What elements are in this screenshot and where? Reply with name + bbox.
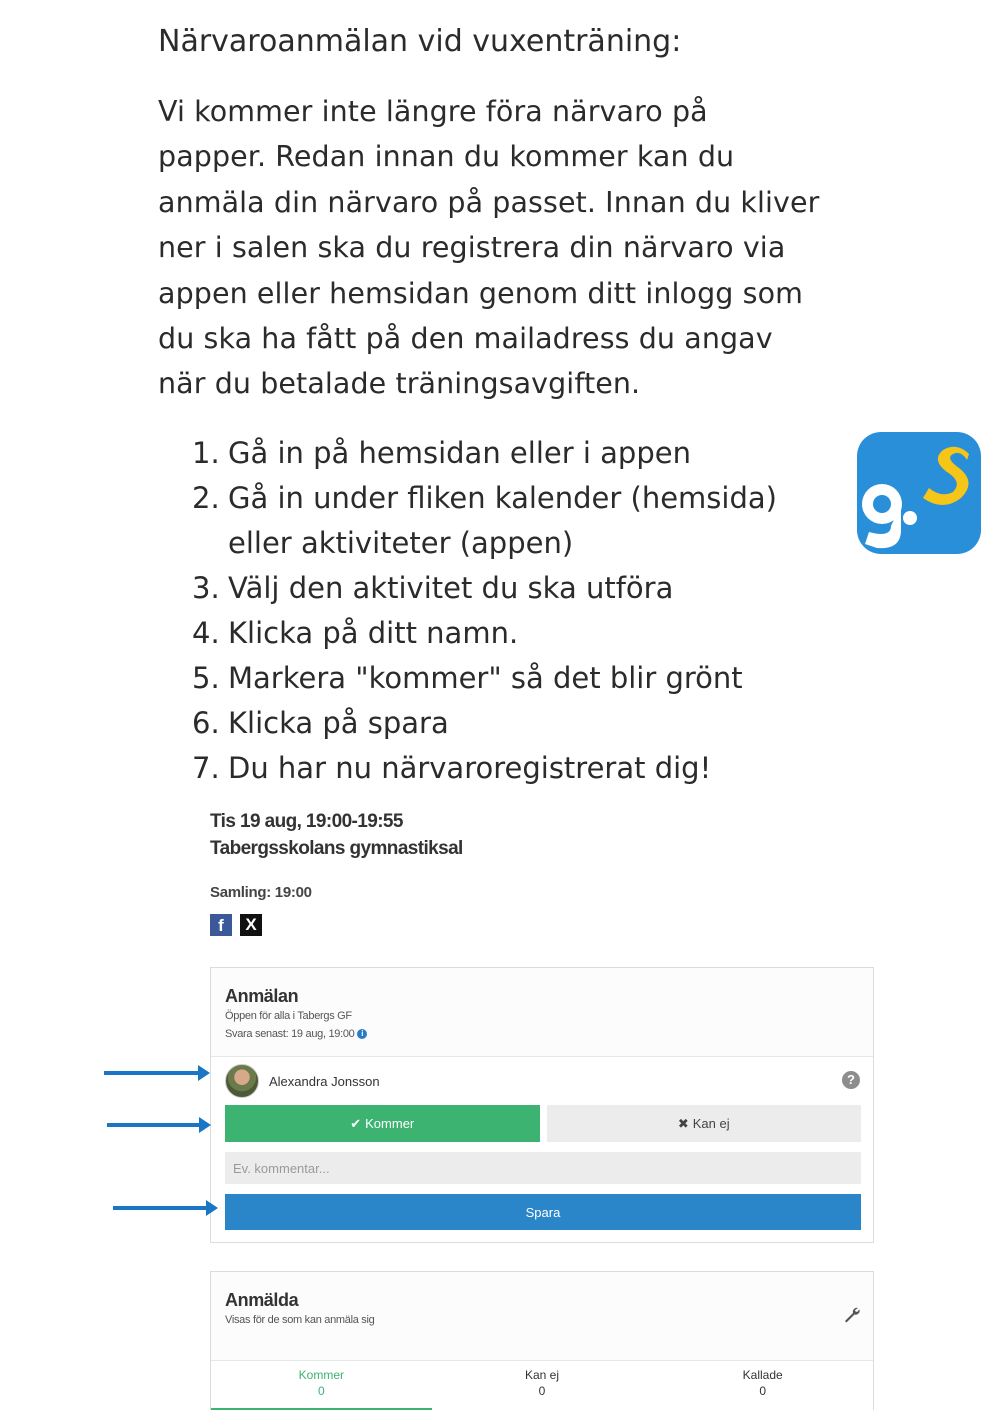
step-item <box>192 431 832 476</box>
comment-input[interactable] <box>225 1152 861 1184</box>
cant-label: Kan ej <box>692 1116 730 1131</box>
step-text-line1: Gå in under fliken kalender (hemsida) <box>228 481 777 515</box>
step-number: 4. <box>192 616 220 650</box>
tab-kallade[interactable] <box>652 1361 873 1410</box>
event-time: Tis 19 aug, 19:00-19:55 <box>210 811 403 832</box>
intro-paragraph <box>158 89 858 407</box>
save-button[interactable]: Spara <box>225 1194 861 1230</box>
info-icon[interactable]: i <box>357 1029 367 1039</box>
signup-card <box>210 967 874 1243</box>
step-item <box>192 701 832 746</box>
step-number: 5. <box>192 661 220 695</box>
step-text: Du har nu närvaroregistrerat dig! <box>228 751 712 785</box>
pointer-arrow-name <box>104 1071 200 1075</box>
signup-deadline-row <box>225 1025 859 1043</box>
tab-count: 0 <box>759 1384 767 1398</box>
steps-list <box>192 431 832 791</box>
registered-card <box>210 1271 874 1410</box>
step-number: 7. <box>192 751 220 785</box>
intro-line: anmäla din närvaro på passet. Innan du kliver <box>158 185 820 219</box>
step-number: 2. <box>192 481 220 515</box>
step-text: Välj den aktivitet du ska utföra <box>228 571 674 605</box>
step-number: 3. <box>192 571 220 605</box>
signup-deadline: Svara senast: 19 aug, 19:00 <box>225 1028 355 1040</box>
registered-tabs <box>211 1361 873 1410</box>
come-label: Kommer <box>365 1116 415 1131</box>
intro-line: du ska ha fått på den mailadress du angav <box>158 322 773 356</box>
registered-subtitle: Visas för de som kan anmäla sig <box>225 1314 375 1326</box>
cant-button[interactable] <box>547 1105 862 1142</box>
document-heading: Närvaroanmälan vid vuxenträning: <box>158 24 682 59</box>
tab-kommer[interactable] <box>211 1361 432 1410</box>
tab-label: Kommer <box>298 1368 344 1382</box>
step-text <box>228 476 832 566</box>
step-text: Klicka på spara <box>228 706 449 740</box>
step-number: 1. <box>192 436 220 470</box>
help-icon[interactable]: ? <box>842 1071 860 1089</box>
step-item <box>192 746 832 791</box>
registered-card-title: Anmälda <box>225 1290 299 1310</box>
step-text: Gå in på hemsidan eller i appen <box>228 436 691 470</box>
event-location: Tabergsskolans gymnastiksal <box>210 838 463 859</box>
person-name[interactable]: Alexandra Jonsson <box>269 1073 380 1089</box>
intro-line: ner i salen ska du registrera din närvaro via <box>158 231 786 265</box>
social-share <box>210 914 262 936</box>
step-item <box>192 656 832 701</box>
tab-count: 0 <box>538 1384 546 1398</box>
tab-kan-ej[interactable] <box>432 1361 653 1410</box>
step-text: Klicka på ditt namn. <box>228 616 519 650</box>
person-row[interactable] <box>225 1064 380 1098</box>
step-item <box>192 611 832 656</box>
facebook-icon[interactable]: f <box>210 914 232 936</box>
tab-label: Kan ej <box>524 1368 560 1382</box>
registered-card-header <box>211 1272 873 1361</box>
attendance-choice <box>225 1105 861 1142</box>
intro-line: Vi kommer inte längre föra närvaro på <box>158 95 708 128</box>
tab-label: Kallade <box>742 1368 783 1382</box>
pointer-arrow-kommer <box>107 1123 201 1127</box>
step-text: Markera "kommer" så det blir grönt <box>228 661 743 695</box>
tab-count: 0 <box>317 1384 325 1398</box>
step-text-line2: eller aktiviteter (appen) <box>228 526 574 560</box>
event-gathering: Samling: 19:00 <box>210 884 312 901</box>
wrench-icon[interactable] <box>843 1306 861 1329</box>
cross-icon: ✖ <box>677 1115 689 1131</box>
signup-card-title: Anmälan <box>225 986 299 1006</box>
come-button[interactable] <box>225 1105 540 1142</box>
intro-line: när du betalade träningsavgiften. <box>158 367 641 401</box>
intro-line: papper. Redan innan du kommer kan du <box>158 140 735 174</box>
step-number: 6. <box>192 706 220 740</box>
x-icon[interactable]: X <box>240 914 262 936</box>
avatar <box>225 1064 259 1098</box>
signup-card-header <box>211 968 873 1057</box>
intro-line: appen eller hemsidan genom ditt inlogg som <box>158 276 803 310</box>
step-item <box>192 566 832 611</box>
pointer-arrow-spara <box>113 1206 208 1210</box>
check-icon: ✔ <box>350 1115 362 1131</box>
app-logo-icon <box>857 432 981 554</box>
signup-open-text: Öppen för alla i Tabergs GF <box>225 1010 352 1022</box>
step-item <box>192 476 832 566</box>
event-info <box>210 808 463 901</box>
